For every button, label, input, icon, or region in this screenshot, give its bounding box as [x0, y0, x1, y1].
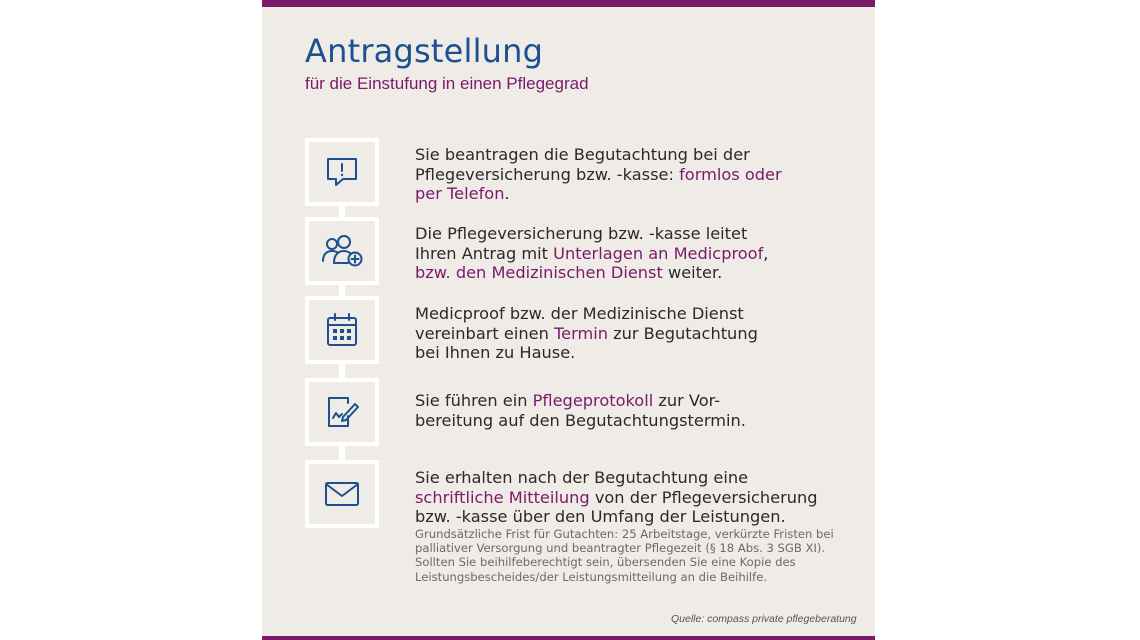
- step-4-text: [415, 391, 746, 430]
- step-4-highlight: Pflegeprotokoll: [532, 391, 654, 410]
- document-edit-icon: [324, 394, 360, 430]
- step-2-highlight-a: Unterlagen an Medicproof: [553, 243, 764, 263]
- envelope-icon: [323, 479, 361, 509]
- bottom-accent-bar: [262, 636, 875, 640]
- step-1-text: [415, 145, 782, 204]
- step-5-text: [415, 468, 818, 527]
- step-5-line-1: Sie erhalten nach der Begutachtung eine: [415, 468, 749, 487]
- note-line-4: Leistungsbescheides/der Leistungsmitteilung an die Beihilfe.: [415, 569, 768, 584]
- step-2-icon-box: [305, 217, 379, 285]
- step-4-icon-box: [305, 378, 379, 446]
- step-3-line-2-end: zur Begutachtung: [607, 323, 758, 343]
- step-5-line-3: bzw. -kasse über den Umfang der Leistungen.: [415, 507, 786, 526]
- note-line-2: palliativer Versorgung und beantragter Pflegezeit (§ 18 Abs. 3 SGB XI).: [415, 541, 826, 556]
- exclamation-speech-bubble-icon: [324, 154, 360, 190]
- note-line-1: Grundsätzliche Frist für Gutachten: 25 Arbeitstage, verkürzte Fristen bei: [415, 527, 834, 541]
- step-3-icon-box: [305, 296, 379, 364]
- step-5-icon-box: [305, 460, 379, 528]
- step-2-line-1: Die Pflegeversicherung bzw. -kasse leitet: [415, 224, 748, 243]
- top-accent-bar: [262, 0, 875, 7]
- page-title: Antragstellung: [305, 32, 544, 70]
- step-1-line-1: Sie beantragen die Begutachtung bei der: [415, 145, 750, 164]
- step-3-line-2: vereinbart einen: [415, 323, 554, 343]
- step-1-line-2: Pflegeversicherung bzw. -kasse:: [415, 164, 680, 184]
- step-3-line-3: bei Ihnen zu Hause.: [415, 343, 576, 362]
- step-1-icon-box: [305, 138, 379, 206]
- step-1-highlight-a: formlos oder: [679, 164, 782, 184]
- step-3-highlight: Termin: [553, 323, 608, 343]
- step-1-highlight-b: per Telefon: [415, 184, 505, 203]
- step-2-line-3-end: weiter.: [662, 263, 723, 282]
- deadline-note: [415, 527, 845, 584]
- step-4-line-1-end: zur Vor-: [653, 391, 721, 410]
- step-2-line-2-end: ,: [763, 243, 769, 263]
- step-2-text: [415, 224, 768, 283]
- step-2-line-2: Ihren Antrag mit: [415, 243, 554, 263]
- calendar-icon: [325, 312, 359, 348]
- source-credit: Quelle: compass private pflegeberatung: [671, 613, 857, 625]
- step-5-line-2: von der Pflegeversicherung: [589, 487, 818, 507]
- people-add-icon: [320, 233, 364, 269]
- step-1-line-3-end: .: [504, 184, 510, 203]
- step-4-line-1: Sie führen ein: [415, 391, 533, 410]
- step-4-line-2: bereitung auf den Begutachtungstermin.: [415, 410, 746, 430]
- step-5-highlight: schriftliche Mitteilung: [415, 487, 590, 507]
- note-line-3: Sollten Sie beihilfeberechtigt sein, übersenden Sie eine Kopie des: [415, 555, 796, 570]
- step-3-text: [415, 304, 758, 363]
- page-subtitle: für die Einstufung in einen Pflegegrad: [305, 74, 589, 93]
- step-2-highlight-b: bzw. den Medizinischen Dienst: [415, 263, 663, 282]
- step-3-line-1: Medicproof bzw. der Medizinische Dienst: [415, 304, 744, 323]
